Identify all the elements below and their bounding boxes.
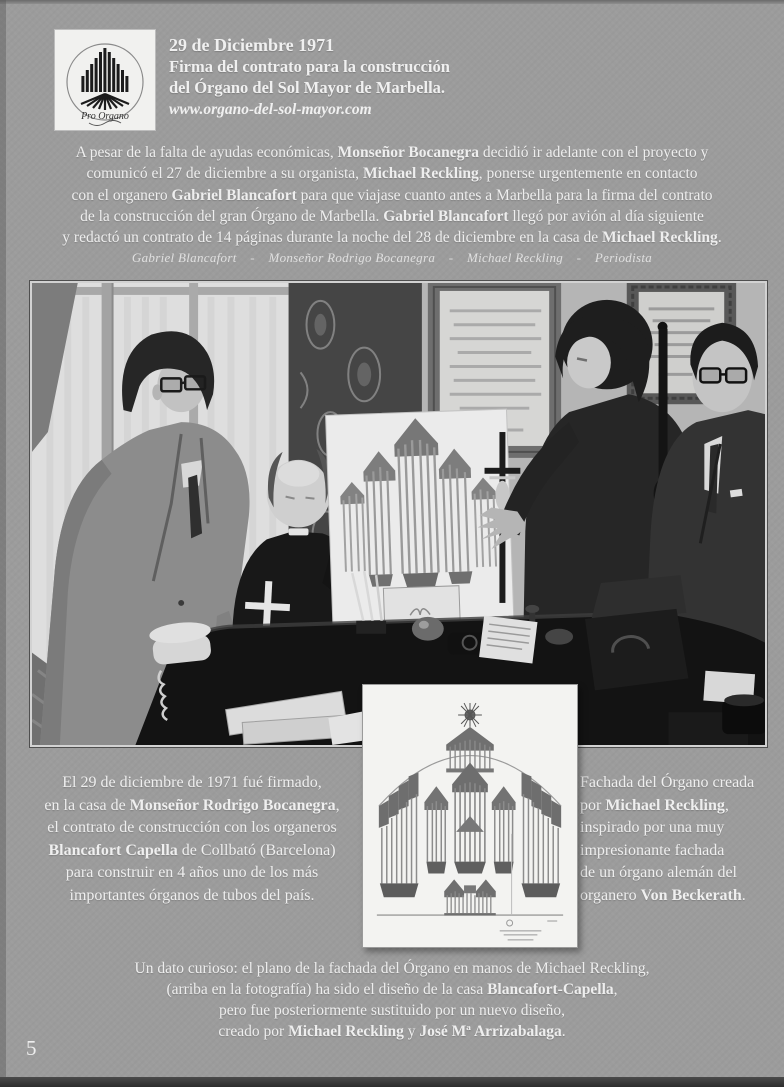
header-text: [169, 30, 729, 130]
photo-contract-signing: [30, 281, 767, 747]
logo-text: Pro Organo: [81, 111, 129, 122]
footer-note: Un dato curioso: el plano de la fachada del Órgano en manos de Michael Reckling, (arriba en la fotografía) ha sido el diseño de la casa Blancafort-Capella, pero fue posteriormente sustituido por un nuevo diseño, creado por Michael Reckling y José Mª Arrizabalaga.: [134, 960, 650, 1040]
page-top-edge: [0, 0, 784, 4]
intro-paragraph: A pesar de la falta de ayudas económicas, Monseñor Bocanegra decidió ir adelante con el proyecto y comunicó el 27 de diciembre a su organista, Michael Reckling, ponerse urgentemente en contacto con el organero Gabriel Blancafort para que viajase cuanto antes a Marbella para la firma del contrato de la construcción del gran Órgano de Marbella. Gabriel Blancafort llegó por avión al día siguiente y redactó un contrato de 14 páginas durante la noche del 28 de diciembre en la casa de Michael Reckling.: [62, 144, 722, 247]
page-number: 5: [26, 1036, 37, 1060]
page-left-edge: [0, 0, 6, 1087]
header-date: 29 de Diciembre 1971: [169, 35, 335, 55]
left-note: El 29 de diciembre de 1971 fué firmado, en la casa de Monseñor Rodrigo Bocanegra, el contrato de construcción con los organeros Blancafort Capella de Collbató (Barcelona) para construir en 4 años uno de los más importantes órganos de tubos del país.: [44, 774, 340, 904]
drawing-sunburst-icon: [458, 703, 482, 727]
photo-caption: Gabriel Blancafort - Monseñor Rodrigo Bocanegra - Michael Reckling - Periodista: [131, 250, 653, 265]
right-note: Fachada del Órgano creada por Michael Reckling, inspirado por una muy impresionante fachada de un órgano alemán del organero Von Beckerath.: [580, 774, 755, 904]
header-url: www.organo-del-sol-mayor.com: [169, 101, 372, 118]
desk-note-card: [479, 616, 537, 664]
header-title-line2: del Órgano del Sol Mayor de Marbella.: [169, 78, 446, 97]
page-bottom-edge: [0, 1077, 784, 1087]
header: [55, 30, 729, 130]
header-title-line1: Firma del contrato para la construcción: [169, 57, 450, 76]
organ-facade-drawing: [362, 684, 578, 948]
organ-pipes-logo-icon: [55, 30, 155, 130]
pro-organo-logo: [55, 30, 155, 130]
desk-open-case: [585, 575, 688, 690]
